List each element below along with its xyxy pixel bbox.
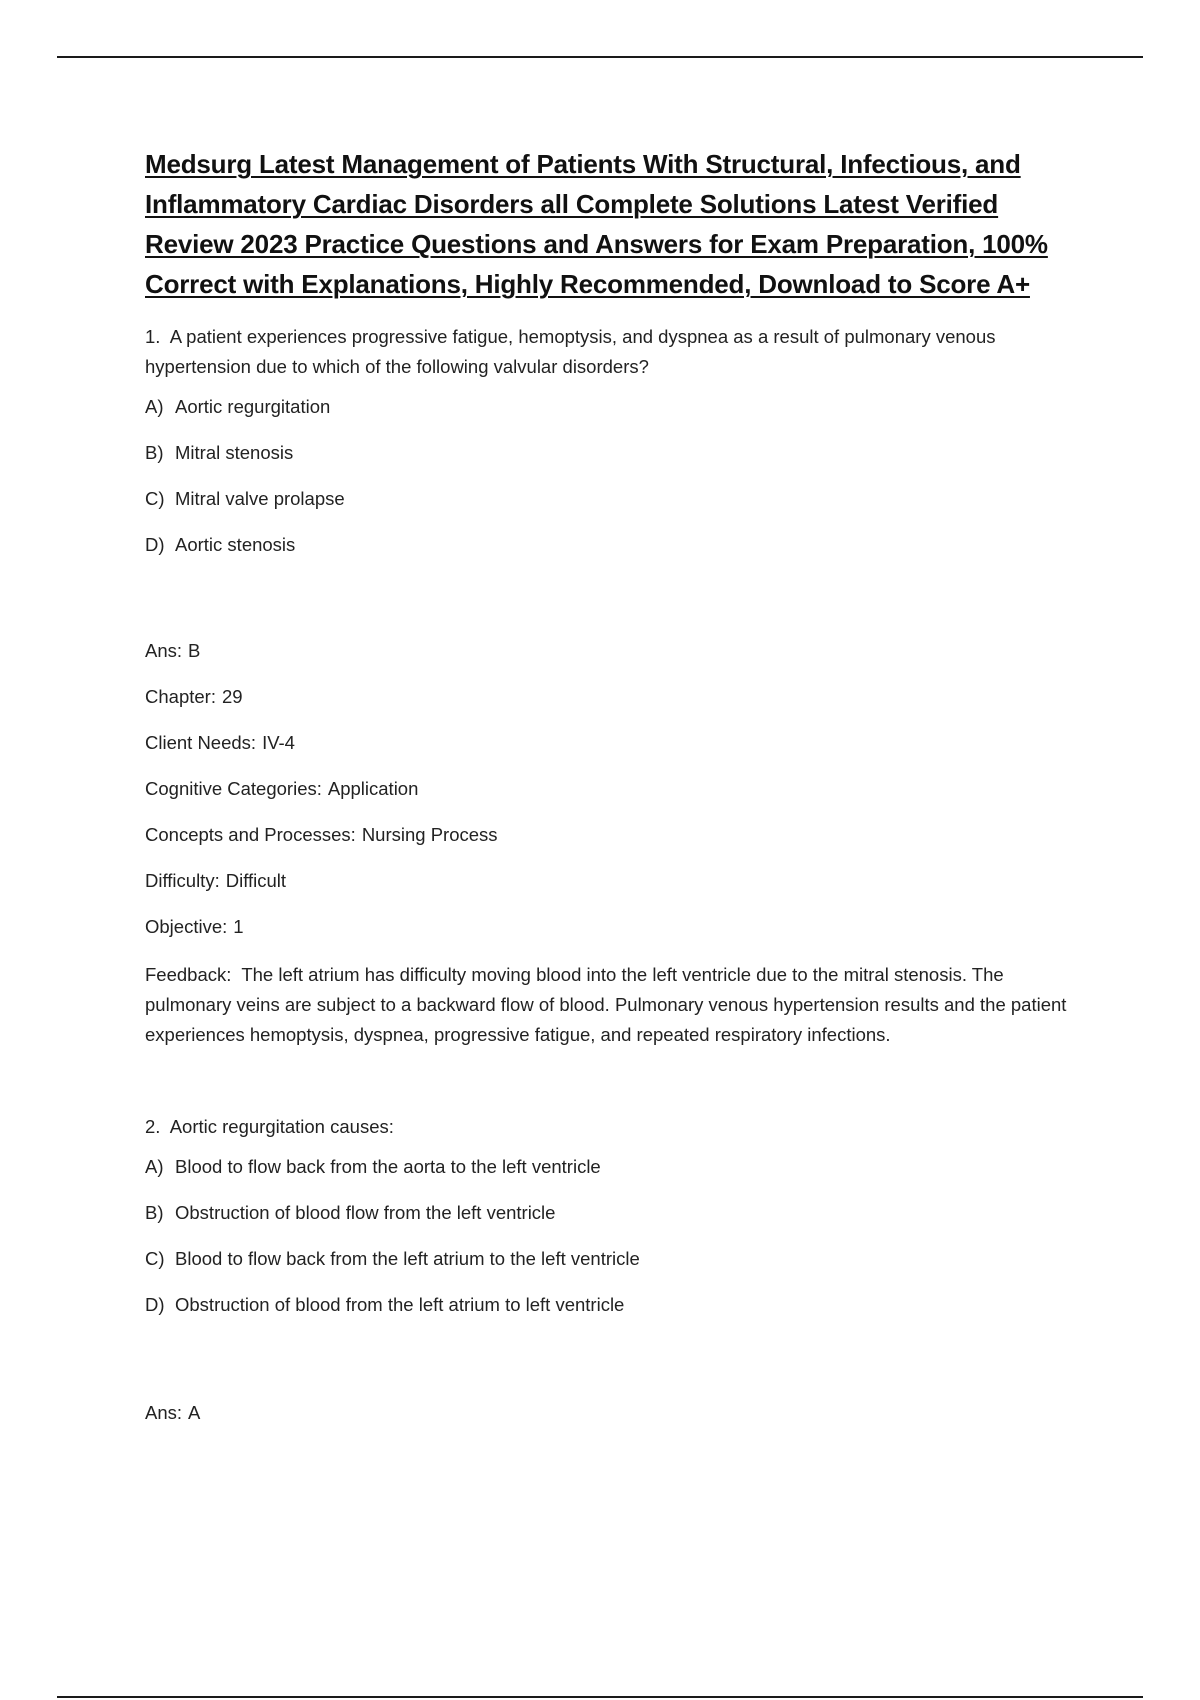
option-a: A) Aortic regurgitation [145,396,331,417]
document-body [145,144,1085,1448]
header-rule [57,56,1143,58]
option-c: C) Mitral valve prolapse [145,488,345,509]
option-d: D) Aortic stenosis [145,534,296,555]
meta-objective: Objective: 1 [145,916,244,937]
question-stem [145,322,1085,382]
footer-rule [57,1696,1143,1698]
meta-answer: Ans: B [145,640,201,661]
option-c: C) Blood to flow back from the left atrium to the left ventricle [145,1248,640,1269]
question-text: A patient experiences progressive fatigue, hemoptysis, and dyspnea as a result of pulmonary venous hypertension due to which of the following valvular disorders? [145,326,996,377]
feedback [145,960,1085,1050]
meta-answer: Ans: A [145,1402,201,1423]
meta-client-needs: Client Needs: IV-4 [145,732,295,753]
question-2 [145,1112,1085,1448]
option-b: B) Mitral stenosis [145,442,294,463]
options-list [145,396,1085,580]
option-d: D) Obstruction of blood from the left atrium to left ventricle [145,1294,625,1315]
meta-cognitive-categories: Cognitive Categories: Application [145,778,419,799]
feedback-text: The left atrium has difficulty moving blood into the left ventricle due to the mitral stenosis. The pulmonary veins are subject to a backward flow of blood. Pulmonary venous hypertension results and the patient experiences hemoptysis, dyspnea, progressive fatigue, and repeated respiratory infections. [145,964,1067,1045]
meta-chapter: Chapter: 29 [145,686,243,707]
option-a: A) Blood to flow back from the aorta to the left ventricle [145,1156,601,1177]
meta-concepts-processes: Concepts and Processes: Nursing Process [145,824,498,845]
question-number: 1. [145,326,161,347]
question-number: 2. [145,1116,161,1137]
question-text: Aortic regurgitation causes: [169,1116,394,1137]
feedback-label: Feedback: [145,964,232,985]
meta-difficulty: Difficulty: Difficult [145,870,287,891]
question-stem [145,1112,1085,1142]
question-1 [145,322,1085,1050]
document-title: Medsurg Latest Management of Patients With Structural, Infectious, and Inflammatory Cardiac Disorders all Complete Solutions Latest Verified Review 2023 Practice Questions and Answers for Exam Preparation, 100% Correct with Explanations, Highly Recommended, Download to Score A+ [145,149,1048,299]
option-b: B) Obstruction of blood flow from the left ventricle [145,1202,556,1223]
options-list [145,1156,1085,1340]
question-meta [145,640,1085,1050]
